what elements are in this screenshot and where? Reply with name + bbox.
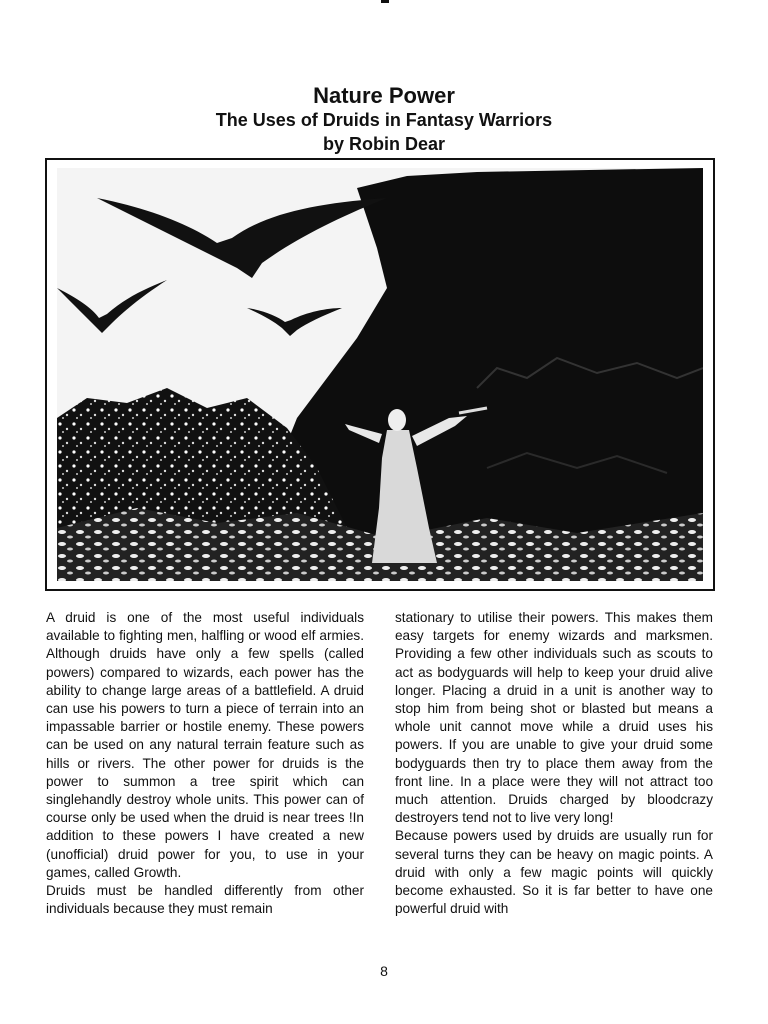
article-byline: by Robin Dear [322,134,446,154]
article-column-right [395,609,713,918]
paragraph: Because powers used by druids are usually run for several turns they can be heavy on magic points. A druid with only a few magic points will quickly become exhausted. So it is far better to have one powerful druid with [395,828,713,917]
paragraph: stationary to utilise their powers. This makes them easy targets for enemy wizards and marksmen. Providing a few other individuals such as scouts to act as bodyguards will help to keep your druid alive longer. Placing a druid in a unit is another way to stop him from being shot or blasted but means a whole unit cannot move while a druid uses his powers. If you are unable to give your druid some bodyguards then try to place them away from the front line. In a place were they will not attract too much attention. Druids charged by bloodcrazy destroyers tend not to live very long! [395,610,713,826]
article-subtitle: The Uses of Druids in Fantasy Warriors [215,110,553,130]
page-number: 8 [380,963,388,979]
paragraph: A druid is one of the most useful individuals available to fighting men, halfling or wood elf armies. Although druids have only a few spells (called powers) compared to wizards, each power has the ability to change large areas of a battlefield. A druid can use his powers to turn a piece of terrain into an impassable barrier or hostile enemy. These powers can be used on any natural terrain feature such as hills or rivers. The other power for druids is the power to summon a tree spirit which can singlehandly destroy whole units. This power can of course only be used when the druid is near trees !In addition to these powers I have created a new (unofficial) druid power for you, to use in your games, called Growth. [46,610,364,880]
page-top-mark [381,0,389,3]
paragraph: Druids must be handled differently from other individuals because they must remain [46,883,364,917]
article-title: Nature Power [313,83,455,108]
illustration-frame [45,158,715,591]
article-column-left [46,609,364,918]
druid-photo-illustration [57,168,703,581]
